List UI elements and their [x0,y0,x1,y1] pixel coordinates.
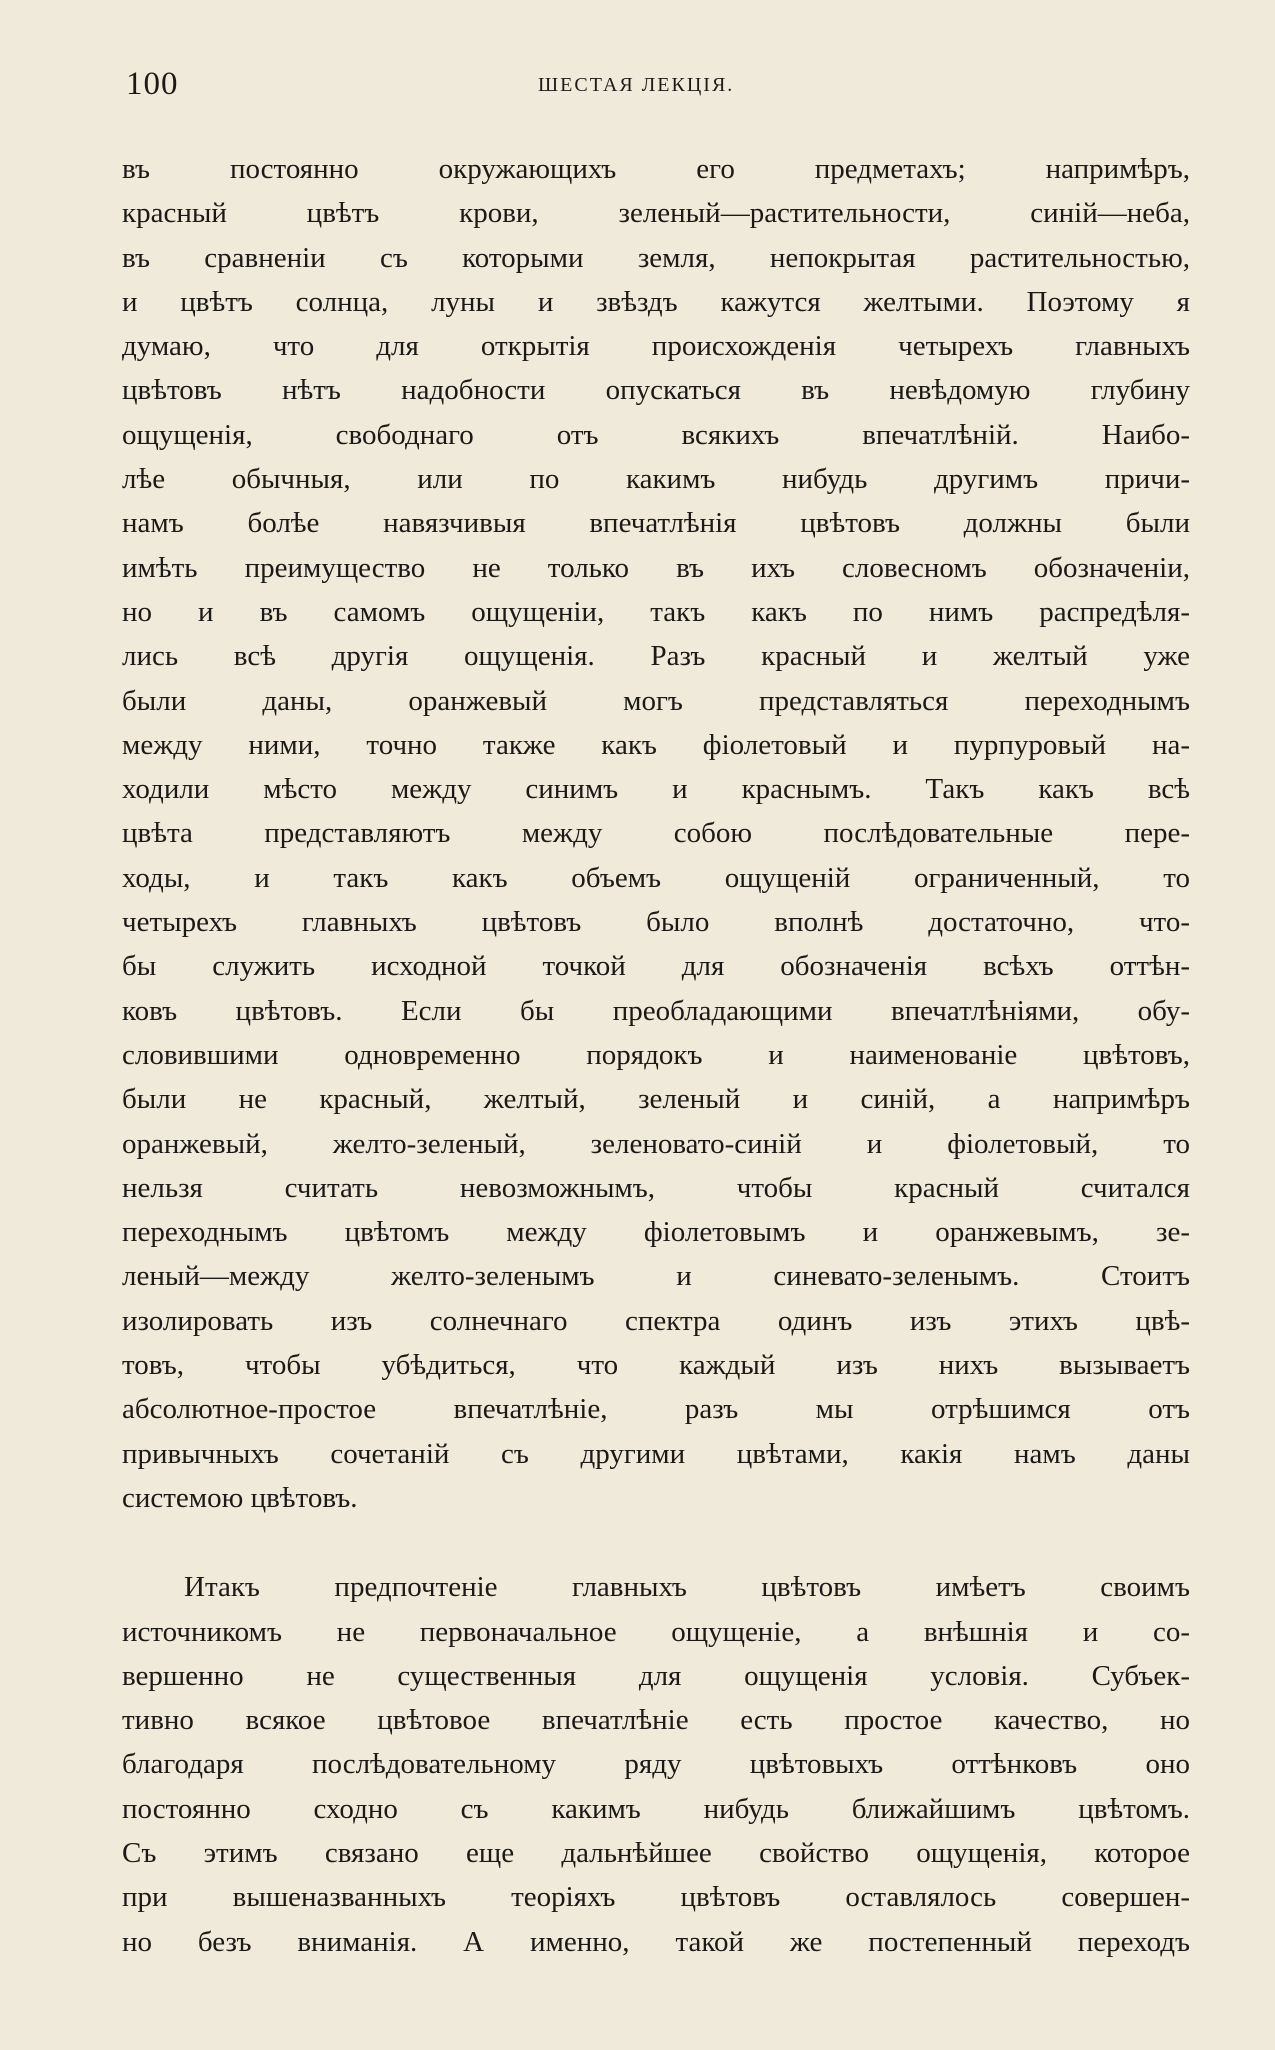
text-line: лѣе обычныя, или по какимъ нибудь другимъ причи- [122,463,1190,496]
text-line: тивно всякое цвѣтовое впечатлѣніе есть простое качество, но [122,1704,1190,1737]
text-line: благодаря послѣдовательному ряду цвѣтовыхъ оттѣнковъ оно [122,1748,1190,1781]
page-number: 100 [126,66,179,102]
paragraph-1 [122,147,1190,1520]
text-line: цвѣта представляютъ между собою послѣдовательные пере- [122,817,1190,850]
text-line: Итакъ предпочтеніе главныхъ цвѣтовъ имѣетъ своимъ [184,1571,1190,1604]
text-line: думаю, что для открытія происхожденія четырехъ главныхъ [122,330,1190,363]
text-line: лись всѣ другія ощущенія. Разъ красный и желтый уже [122,640,1190,673]
text-line: оранжевый, желто-зеленый, зеленовато-синій и фіолетовый, то [122,1127,1190,1160]
text-line: четырехъ главныхъ цвѣтовъ было вполнѣ достаточно, что- [122,906,1190,939]
text-line: товъ, чтобы убѣдиться, что каждый изъ нихъ вызываетъ [122,1349,1190,1382]
text-line: постоянно сходно съ какимъ нибудь ближайшимъ цвѣтомъ. [122,1792,1190,1825]
text-line: въ сравненіи съ которыми земля, непокрытая растительностью, [122,241,1190,274]
text-line: между ними, точно также какъ фіолетовый и пурпуровый на- [122,728,1190,761]
text-line: при вышеназванныхъ теоріяхъ цвѣтовъ оставлялось совершен- [122,1881,1190,1914]
text-line: бы служить исходной точкой для обозначенія всѣхъ оттѣн- [122,950,1190,983]
text-line: изолировать изъ солнечнаго спектра одинъ изъ этихъ цвѣ- [122,1304,1190,1337]
text-line: красный цвѣтъ крови, зеленый—растительности, синій—неба, [122,197,1190,230]
text-line: имѣть преимущество не только въ ихъ словесномъ обозначеніи, [122,551,1190,584]
text-line: словившими одновременно порядокъ и наименованіе цвѣтовъ, [122,1038,1190,1071]
text-line: но безъ вниманія. А именно, такой же постепенный переходъ [122,1925,1190,1958]
text-line: Съ этимъ связано еще дальнѣйшее свойство ощущенія, которое [122,1836,1190,1869]
text-line: системою цвѣтовъ. [122,1481,358,1514]
text-line: были даны, оранжевый могъ представляться переходнымъ [122,684,1190,717]
text-line: ходы, и такъ какъ объемъ ощущеній ограниченный, то [122,861,1190,894]
text-line: и цвѣтъ солнца, луны и звѣздъ кажутся желтыми. Поэтому я [122,285,1190,318]
text-line: но и въ самомъ ощущеніи, такъ какъ по нимъ распредѣля- [122,595,1190,628]
text-line: ходили мѣсто между синимъ и краснымъ. Такъ какъ всѣ [122,773,1190,806]
running-head: ШЕСТАЯ ЛЕКЦІЯ. [538,74,735,96]
page-header [126,64,1194,104]
paragraph-2 [122,1565,1190,1964]
text-line: были не красный, желтый, зеленый и синій, а напримѣръ [122,1083,1190,1116]
text-line: намъ болѣе навязчивыя впечатлѣнія цвѣтовъ должны были [122,507,1190,540]
text-line: нельзя считать невозможнымъ, чтобы красный считался [122,1171,1190,1204]
text-line: привычныхъ сочетаній съ другими цвѣтами, какія намъ даны [122,1437,1190,1470]
text-line: абсолютное-простое впечатлѣніе, разъ мы отрѣшимся отъ [122,1393,1190,1426]
text-line: ковъ цвѣтовъ. Если бы преобладающими впечатлѣніями, обу- [122,994,1190,1027]
text-line: переходнымъ цвѣтомъ между фіолетовымъ и оранжевымъ, зе- [122,1216,1190,1249]
text-line: леный—между желто-зеленымъ и синевато-зеленымъ. Стоитъ [122,1260,1190,1293]
paragraph-spacer [122,1520,1190,1565]
text-line: источникомъ не первоначальное ощущеніе, а внѣшнія и со- [122,1615,1190,1648]
text-line: въ постоянно окружающихъ его предметахъ; напримѣръ, [122,153,1190,185]
text-line: цвѣтовъ нѣтъ надобности опускаться въ невѣдомую глубину [122,374,1190,407]
text-line: ощущенія, свободнаго отъ всякихъ впечатлѣній. Наибо- [122,418,1190,451]
text-line: вершенно не существенныя для ощущенія условія. Субъек- [122,1659,1190,1692]
body-text [122,147,1190,1964]
